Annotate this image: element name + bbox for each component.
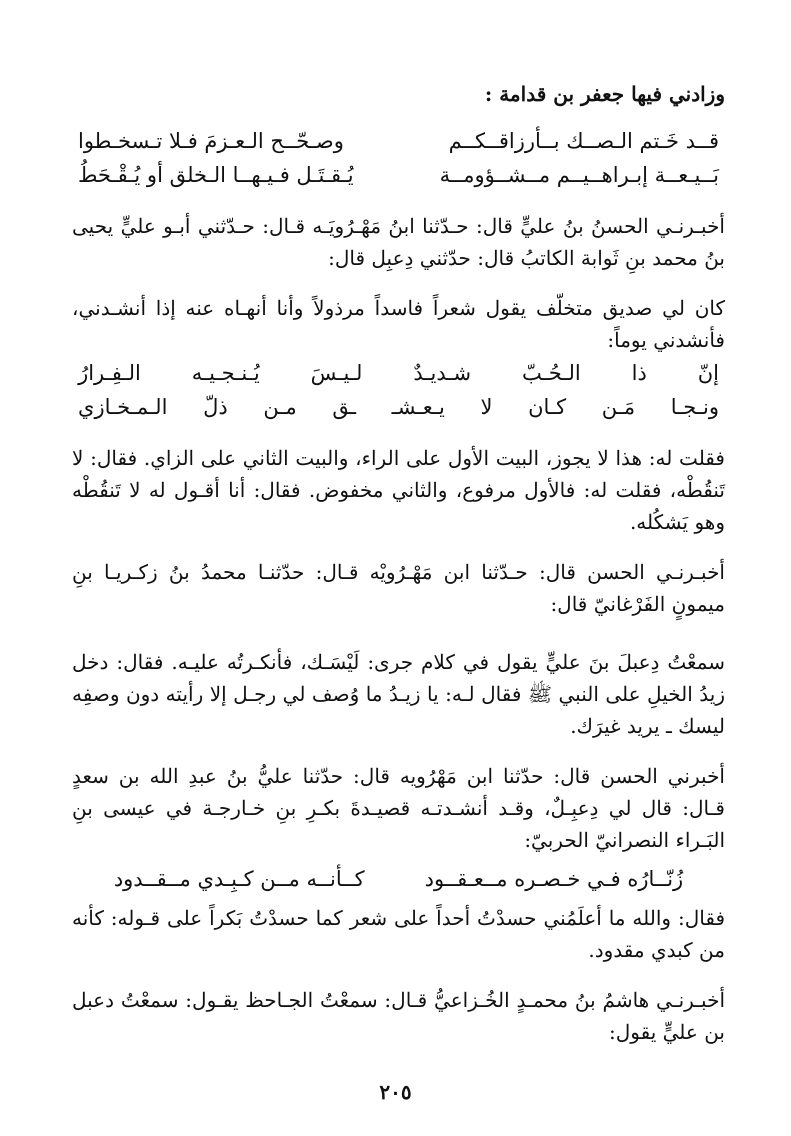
hemistich: بَــيـعــة إبـراهــيــم مــشــؤومــة <box>439 163 719 187</box>
poem-3-verse <box>72 862 725 896</box>
verse-word: ذا <box>631 361 647 385</box>
paragraph-dialogue-1: فقلت له: هذا لا يجوز، البيت الأول على الراء، والبيت الثاني على الزاي. فقال: لا تَنقُطْه، فقلت له: فالأول مرفوع، والثاني مخفوض. فقال: أنا أقـول له لا تَنقُطْه وهو يَشكُله. <box>72 446 725 534</box>
verse-word: مَـن <box>601 395 636 419</box>
poem-2 <box>72 356 725 424</box>
verse-word: الـفِـرارُ <box>78 361 141 385</box>
paragraph-isnad-2: أخبـرنـي الحسن قال: حـدّثنا ابن مَهْـرُويْه قـال: حدّثنـا محمدُ بنُ زكـريـا بنِ ميمونٍ الفَرْغانيّ قال: <box>72 560 725 616</box>
verse-word: ـق <box>332 395 357 419</box>
hemistich: يُـقـتَـل فـيـهــا الـخلق أو يُـقْـحَطُ <box>78 163 354 187</box>
paragraph-dialogue-2: فقال: والله ما أعلَمُني حسدْتُ أحداً على شعر كما حسدْتُ بَكراً على قـوله: كأنه من كبدي مقدود. <box>72 906 725 962</box>
poem-1-verse-1 <box>78 124 719 158</box>
verse-word: إنّ <box>697 361 719 385</box>
verse-word: الـحُـبّ <box>522 361 581 385</box>
paragraph-story-2: سمعْتُ دِعبلَ بنَ عليٍّ يقول في كلام جرى: لَيْسَـك، فأنكـرتُه عليـه. فقال: دخل زيدُ الخيلِ على النبي ﷺ فقال لـه: يا زيـدُ ما وُصف لي رجـل إلا رأيته دون وصفِه ليسك ـ يريد غيرَك. <box>72 650 725 738</box>
poem-2-verse-1 <box>78 356 719 390</box>
poem-2-verse-2 <box>78 390 719 424</box>
verse-word: لا <box>480 395 493 419</box>
hemistich: وصـحّــح الـعـزمَ فـلا تـسخـطوا <box>78 129 344 153</box>
poem-1-verse-2 <box>78 158 719 192</box>
paragraph-isnad-4: أخبـرنـي هاشمُ بنُ محمـدٍ الخُـزاعيُّ قـال: سمعْتُ الجـاحظ يقـول: سمعْتُ دعبل بن عليٍّ يقول: <box>72 988 725 1044</box>
verse-word: يُـنـجـيـه <box>191 361 260 385</box>
hemistich: زُنّــارُه فـي خـصـره مــعـقــود <box>424 867 684 891</box>
hemistich: كــأنــه مــن كـبِـدي مــقــدود <box>113 867 365 891</box>
verse-word: ونـجـا <box>670 395 719 419</box>
verse-word: مـن <box>263 395 297 419</box>
poem-1 <box>72 124 725 192</box>
page-number: ٢٠٥ <box>379 1080 412 1104</box>
hemistich: قــد خَـتم الـصــك بــأرزاقــكــم <box>448 129 719 153</box>
paragraph-isnad-1: أخبـرنـي الحسنُ بنُ عليٍّ قال: حـدّثنا ابنُ مَهْـرُويَـه قـال: حـدّثني أبـو عليٍّ يحيى بنُ محمد بنِ ثَوابة الكاتبُ قال: حدّثني دِعبِل قال: <box>72 214 725 270</box>
verse-word: الـمـخـازي <box>78 395 168 419</box>
verse-word: كـان <box>528 395 567 419</box>
paragraph-story-1: كان لي صديق متخلّف يقول شعراً فاسداً مرذولاً وأنا أنهـاه عنه إذا أنشـدني، فأنشدني يوماً: <box>72 296 725 352</box>
verse-word: لـيـسَ <box>310 361 363 385</box>
verse-word: شـديـدٌ <box>413 361 472 385</box>
verse-word: ذلّ <box>203 395 228 419</box>
verse-word: يـعـشـ <box>391 395 445 419</box>
paragraph-isnad-3: أخبرني الحسن قال: حدّثنا ابن مَهْرُويه قال: حدّثنا عليُّ بنُ عبدِ الله بن سعدٍ قـال: قال لي دِعبِـلٌ، وقـد أنشـدتـه قصيـدةَ بكـرِ بنِ خـارجـة في عيسى بنِ البَـراء النصرانيّ الحربيّ: <box>72 764 725 852</box>
intro-line: وزادني فيها جعفر بن قدامة : <box>484 82 725 106</box>
